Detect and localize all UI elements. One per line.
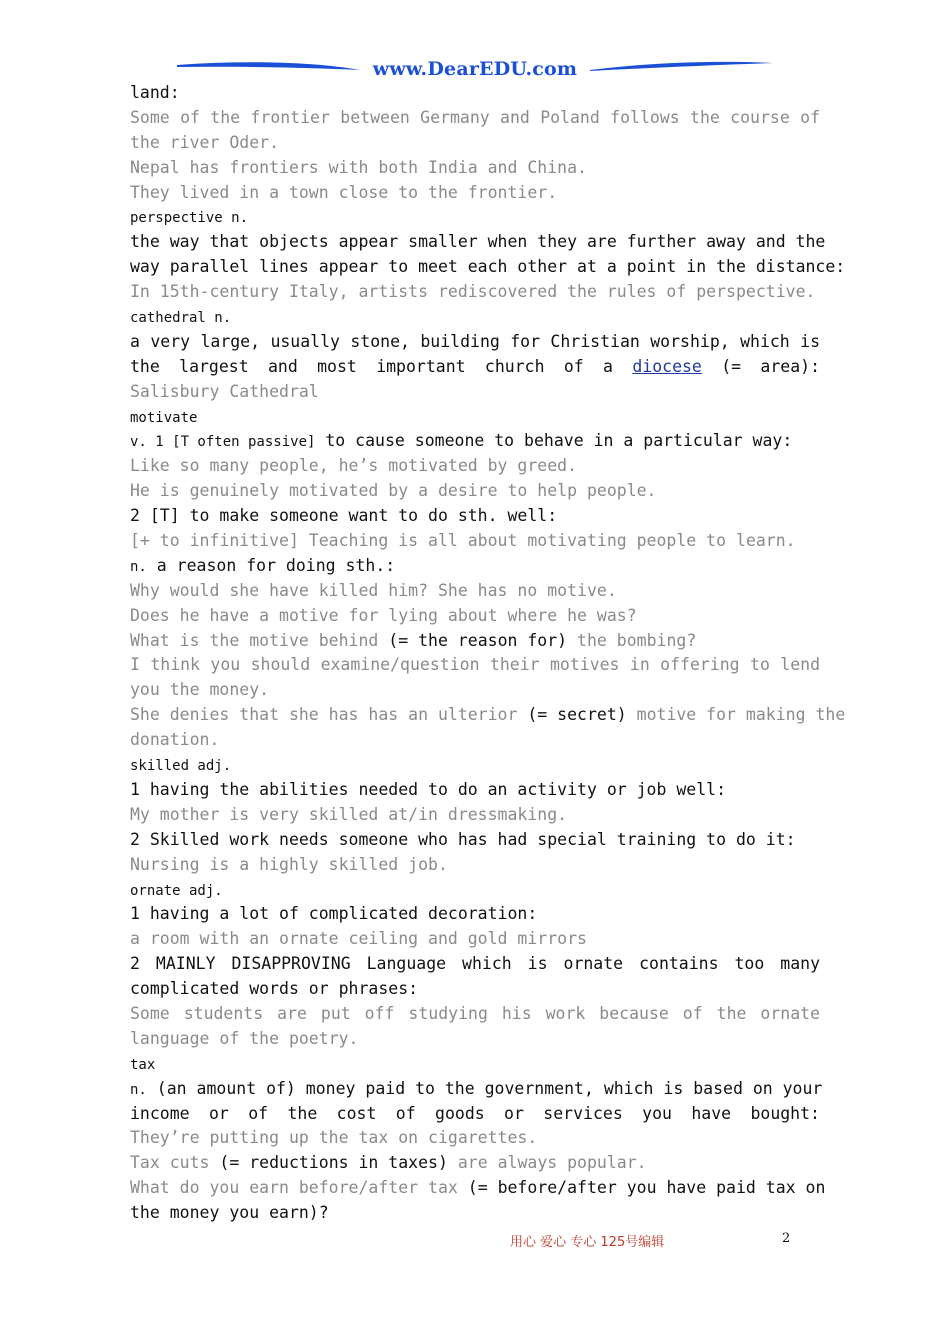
text-line [130,280,820,305]
definition-text: way parallel lines appear to meet each other at a point in the distance: [130,257,846,277]
headword: ornate adj. [130,882,223,899]
example-text: What is the motive behind [130,630,379,650]
definition-text: a very large, usually stone, building for Christian worship, which is [130,331,820,351]
text-line [130,479,820,504]
text-line [130,1151,820,1176]
definition-text: the way that objects appear smaller when they are further away and the [130,232,826,252]
text-line [130,728,820,753]
text-line [130,305,820,330]
text-line [130,1027,820,1052]
text-line [130,828,820,853]
text-line [130,1077,823,1102]
definition-text: 2 Skilled work needs someone who has had special training to do it: [130,829,796,849]
example-text: I think you should examine/question their motives in offering to lend [130,655,820,675]
example-text: They lived in a town close to the frontier. [130,182,558,202]
text-line [130,703,846,728]
text-line [130,554,820,579]
example-text: They’re putting up the tax on cigarettes. [130,1128,538,1148]
text-line [130,255,846,280]
text-line [130,131,820,156]
example-text: He is genuinely motivated by a desire to help people. [130,481,657,501]
diocese-link[interactable]: diocese [632,356,702,376]
text-line [130,454,820,479]
definition-text: land: [130,83,180,102]
text-line [130,579,820,604]
site-title [175,58,775,80]
gloss-text: (= before/after you have paid tax on [457,1178,826,1198]
text-line [130,529,820,554]
page-footer [0,1231,950,1253]
example-text: are always popular. [457,1153,647,1173]
text-line [130,902,820,927]
text-line [130,927,820,952]
definition-text: 1 having the abilities needed to do an activity or job well: [130,779,727,799]
definition-text: to cause someone to behave in a particular way: [315,431,793,451]
example-text: a room with an ornate ceiling and gold mirrors [130,929,587,949]
text-line [130,1002,820,1027]
example-text: Nepal has frontiers with both India and China. [130,157,587,177]
definition-text: 1 having a lot of complicated decoration: [130,904,538,924]
text-line [130,156,820,181]
footer-note: 用心 爱心 专心 125号编辑 [510,1235,665,1250]
example-text: She denies that she has has an ulterior [130,705,518,725]
headword: skilled adj. [130,758,232,775]
example-text: What do you earn before/after tax [130,1178,458,1198]
grammar-label: n. [130,558,147,575]
site-title-text: www.DearEDU.com [369,58,581,80]
example-text: you the money. [130,680,270,700]
text-line [130,429,820,454]
text-line [130,355,820,380]
text-line [130,181,820,206]
text-line [130,878,820,903]
example-text: Salisbury Cathedral [130,381,319,401]
headword: cathedral n. [130,310,232,327]
example-text: In 15th-century Italy, artists rediscovered the rules of perspective. [130,282,816,302]
text-line [130,629,820,654]
text-line [130,106,820,131]
definition-text: income or of the cost of goods or services you have bought: [130,1103,820,1123]
example-text: My mother is very skilled at/in dressmaking. [130,804,568,824]
text-line [130,653,820,678]
text-line [130,803,820,828]
definition-text: the largest and most important church of a [130,356,633,376]
text-line [130,753,820,778]
example-text: [+ to infinitive] Teaching is all about motivating people to learn. [130,531,796,551]
gloss-text: (= reductions in taxes) [209,1153,458,1173]
definition-text: the money you earn)? [130,1203,329,1223]
headword: motivate [130,409,198,426]
example-text: Like so many people, he’s motivated by greed. [130,456,578,476]
example-text: Does he have a motive for lying about where he was? [130,605,637,625]
grammar-label: n. [130,1081,147,1098]
text-line [130,952,820,977]
text-line [130,977,820,1002]
page-number: 2 [782,1231,791,1246]
text-line [130,1126,820,1151]
text-line [130,853,820,878]
grammar-label: v. 1 [T often passive] [130,434,316,451]
headword: perspective n. [130,210,249,227]
text-line [130,405,820,430]
text-line [130,1176,826,1201]
text-line [130,604,820,629]
definition-text: (= area): [701,356,821,376]
definition-text: 2 MAINLY DISAPPROVING Language which is ornate contains too many [130,954,820,974]
text-line [130,81,820,106]
text-line [130,504,820,529]
definition-text: (an amount of) money paid to the government, which is based on your [146,1078,823,1098]
definition-text: 2 [T] to make someone want to do sth. well: [130,506,558,526]
text-line [130,1201,820,1226]
text-line [130,230,826,255]
text-line [130,380,820,405]
headword: tax [130,1056,156,1073]
example-text: Tax cuts [130,1153,210,1173]
text-line [130,1052,820,1077]
text-line [130,1102,820,1127]
gloss-text: (= the reason for) [378,630,578,650]
text-line [130,205,820,230]
example-text: Some students are put off studying his work because of the ornate [130,1003,820,1023]
example-text: Why would she have killed him? She has no motive. [130,580,617,600]
document-body [130,81,846,1226]
example-text: language of the poetry. [130,1028,359,1048]
example-text: donation. [130,730,220,750]
text-line [130,330,820,355]
example-text: Some of the frontier between Germany and Poland follows the course of [130,107,820,127]
example-text: Nursing is a highly skilled job. [130,854,448,874]
example-text: the bombing? [577,630,697,650]
definition-text: complicated words or phrases: [130,979,419,999]
gloss-text: (= secret) [517,705,637,725]
text-line [130,678,820,703]
example-text: the river Oder. [130,132,280,152]
text-line [130,778,820,803]
definition-text: a reason for doing sth.: [146,555,396,575]
example-text: motive for making the [636,705,846,725]
